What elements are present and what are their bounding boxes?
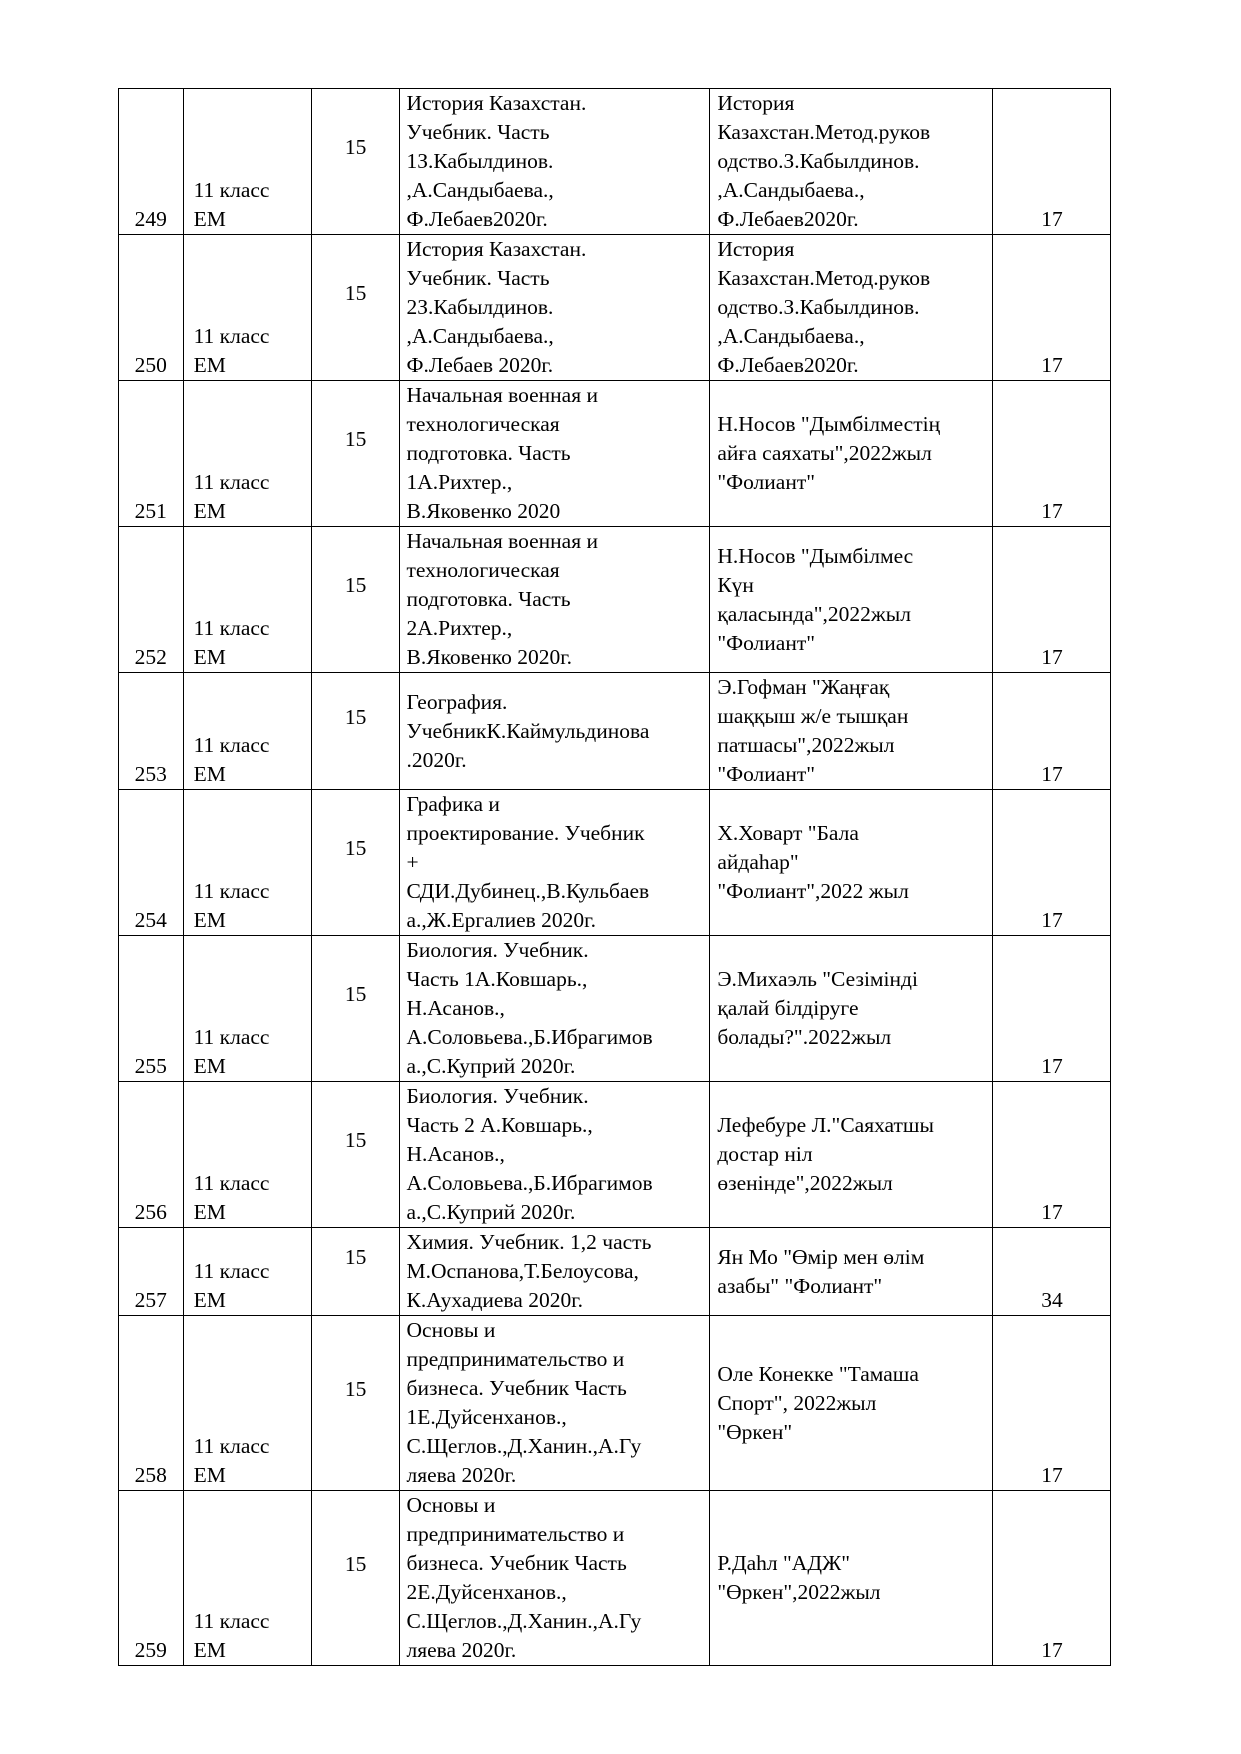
guide-line: Оле Конекке "Тамаша — [717, 1361, 919, 1386]
class-cell — [183, 673, 311, 790]
textbook-cell — [399, 1082, 710, 1228]
guide-line: Ф.Лебаев2020г. — [717, 207, 859, 231]
book-line: Начальная военная и — [406, 383, 598, 407]
quantity-value: 15 — [344, 1128, 367, 1152]
book-line: А.Соловьева.,Б.Ибрагимов — [406, 1171, 653, 1195]
guide-line: азабы" "Фолиант" — [717, 1273, 883, 1298]
book-line: С.Щеглов.,Д.Ханин.,А.Гу — [406, 1434, 642, 1458]
book-line: Основы и — [406, 1318, 496, 1342]
cls-line: ЕМ — [193, 908, 226, 932]
guide-line: Н.Носов "Дымбілмес — [717, 543, 914, 568]
book-line: С.Щеглов.,Д.Ханин.,А.Гу — [406, 1609, 642, 1633]
guide-line: "Фолиант" — [717, 470, 816, 494]
cls-line: ЕМ — [193, 762, 226, 786]
book-line: Биология. Учебник. — [406, 1084, 589, 1108]
book-line: ляева 2020г. — [406, 1638, 517, 1662]
textbook-cell — [399, 381, 710, 527]
book-line: Химия. Учебник. 1,2 часть — [406, 1230, 652, 1254]
table-row — [119, 381, 1111, 527]
book-line: проектирование. Учебник — [406, 821, 645, 845]
count-cell: 17 — [992, 936, 1110, 1082]
guide-line: өзенінде",2022жыл — [717, 1171, 893, 1195]
book-line: Ф.Лебаев 2020г. — [406, 353, 554, 377]
table-row — [119, 1082, 1111, 1228]
guide-book-cell — [710, 1491, 993, 1666]
guide-line: достар ніл — [717, 1142, 813, 1166]
textbook-cell — [399, 1316, 710, 1491]
cls-line: 11 класс — [193, 1025, 270, 1049]
cls-line: ЕМ — [193, 1288, 226, 1312]
quantity-value: 15 — [344, 704, 367, 729]
guide-book-cell — [710, 790, 993, 936]
book-line: технологическая — [406, 412, 560, 436]
count-cell: 17 — [992, 527, 1110, 673]
book-line: Н.Асанов., — [406, 1142, 505, 1166]
book-line: ляева 2020г. — [406, 1463, 517, 1487]
book-line: подготовка. Часть — [406, 441, 571, 465]
book-line: 2А.Рихтер., — [406, 616, 513, 640]
guide-line: Ян Мо "Өмір мен өлім — [717, 1244, 925, 1269]
cls-line: ЕМ — [193, 353, 226, 377]
guide-line: Лефебуре Л."Саяхатшы — [717, 1113, 934, 1137]
row-number: 259 — [119, 1491, 184, 1666]
quantity-cell — [311, 790, 399, 936]
table-row — [119, 790, 1111, 936]
guide-book-cell — [710, 527, 993, 673]
quantity-value: 15 — [344, 1376, 367, 1401]
quantity-value: 15 — [344, 982, 367, 1006]
book-line: В.Яковенко 2020 — [406, 499, 561, 523]
guide-book-cell — [710, 936, 993, 1082]
book-line: Графика и — [406, 792, 500, 816]
guide-line: Х.Ховарт "Бала — [717, 821, 859, 845]
quantity-cell — [311, 1082, 399, 1228]
quantity-cell — [311, 936, 399, 1082]
book-line: а.,С.Куприй 2020г. — [406, 1054, 576, 1078]
guide-line: шаққыш ж/е тышқан — [717, 704, 909, 728]
quantity-cell — [311, 673, 399, 790]
book-line: Учебник. Часть — [406, 266, 550, 290]
class-cell — [183, 790, 311, 936]
guide-line: Ф.Лебаев2020г. — [717, 353, 859, 377]
table-row — [119, 89, 1111, 235]
quantity-value: 15 — [344, 1551, 367, 1576]
count-cell: 17 — [992, 1491, 1110, 1666]
count-cell: 17 — [992, 381, 1110, 527]
book-line: 1Е.Дуйсенханов., — [406, 1405, 567, 1429]
book-line: предпринимательство и — [406, 1522, 625, 1546]
book-line: А.Соловьева.,Б.Ибрагимов — [406, 1025, 653, 1049]
guide-line: ,А.Сандыбаева., — [717, 178, 865, 202]
count-cell: 17 — [992, 235, 1110, 381]
class-cell — [183, 1491, 311, 1666]
book-line: ,А.Сандыбаева., — [406, 324, 554, 348]
table-row — [119, 1228, 1111, 1316]
table-row — [119, 936, 1111, 1082]
class-cell — [183, 381, 311, 527]
guide-line: История — [717, 237, 795, 261]
cls-line: 11 класс — [193, 733, 270, 757]
row-number: 254 — [119, 790, 184, 936]
book-line: технологическая — [406, 558, 560, 582]
book-line: Биология. Учебник. — [406, 938, 589, 962]
book-line: География. — [406, 689, 508, 714]
quantity-cell — [311, 1228, 399, 1316]
guide-line: "Өркен",2022жыл — [717, 1580, 881, 1604]
guide-line: "Фолиант" — [717, 630, 816, 655]
row-number: 249 — [119, 89, 184, 235]
row-number: 257 — [119, 1228, 184, 1316]
textbook-cell — [399, 936, 710, 1082]
class-cell — [183, 936, 311, 1082]
guide-line: одство.З.Кабылдинов. — [717, 149, 920, 173]
guide-line: "Фолиант" — [717, 762, 816, 786]
cls-line: 11 класс — [193, 616, 270, 640]
book-line: М.Оспанова,Т.Белоусова, — [406, 1259, 639, 1283]
guide-line: Казахстан.Метод.руков — [717, 266, 931, 290]
count-cell: 17 — [992, 1316, 1110, 1491]
textbook-table — [118, 88, 1111, 1666]
textbook-cell — [399, 527, 710, 673]
guide-book-cell — [710, 1316, 993, 1491]
guide-book-cell — [710, 381, 993, 527]
count-cell: 17 — [992, 673, 1110, 790]
book-line: История Казахстан. — [406, 91, 587, 115]
class-cell — [183, 1316, 311, 1491]
quantity-cell — [311, 527, 399, 673]
book-line: ,А.Сандыбаева., — [406, 178, 554, 202]
guide-line: История — [717, 91, 795, 115]
cls-line: ЕМ — [193, 1200, 226, 1224]
cls-line: 11 класс — [193, 178, 270, 202]
cls-line: 11 класс — [193, 470, 270, 494]
class-cell — [183, 1228, 311, 1316]
cls-line: 11 класс — [193, 1434, 270, 1458]
row-number: 252 — [119, 527, 184, 673]
row-number: 251 — [119, 381, 184, 527]
book-line: 2Е.Дуйсенханов., — [406, 1580, 567, 1604]
class-cell — [183, 89, 311, 235]
guide-line: болады?".2022жыл — [717, 1025, 892, 1049]
count-cell: 34 — [992, 1228, 1110, 1316]
guide-line: айға саяхаты",2022жыл — [717, 441, 932, 465]
book-line: .2020г. — [406, 747, 467, 772]
guide-line: "Өркен" — [717, 1419, 793, 1444]
book-line: Часть 2 А.Ковшарь., — [406, 1113, 593, 1137]
book-line: предпринимательство и — [406, 1347, 625, 1371]
table-body — [119, 89, 1111, 1666]
textbook-cell — [399, 235, 710, 381]
guide-line: қаласында",2022жыл — [717, 601, 911, 626]
book-line: Учебник. Часть — [406, 120, 550, 144]
quantity-value: 15 — [344, 573, 367, 597]
row-number: 250 — [119, 235, 184, 381]
guide-line: Күн — [717, 572, 754, 597]
book-line: 1З.Кабылдинов. — [406, 149, 554, 173]
book-line: бизнеса. Учебник Часть — [406, 1376, 627, 1400]
book-line: подготовка. Часть — [406, 587, 571, 611]
row-number: 253 — [119, 673, 184, 790]
guide-line: одство.З.Кабылдинов. — [717, 295, 920, 319]
cls-line: 11 класс — [193, 879, 270, 903]
quantity-cell — [311, 381, 399, 527]
guide-line: "Фолиант",2022 жыл — [717, 879, 909, 903]
guide-book-cell — [710, 1228, 993, 1316]
table-row — [119, 235, 1111, 381]
row-number: 258 — [119, 1316, 184, 1491]
guide-book-cell — [710, 673, 993, 790]
quantity-value: 15 — [344, 427, 367, 451]
cls-line: 11 класс — [193, 1609, 270, 1633]
cls-line: 11 класс — [193, 1259, 270, 1283]
guide-book-cell — [710, 235, 993, 381]
cls-line: 11 класс — [193, 324, 270, 348]
row-number: 255 — [119, 936, 184, 1082]
count-cell: 17 — [992, 89, 1110, 235]
table-row — [119, 1316, 1111, 1491]
guide-line: Спорт", 2022жыл — [717, 1390, 877, 1415]
textbook-cell — [399, 1228, 710, 1316]
guide-line: патшасы",2022жыл — [717, 733, 895, 757]
book-line: Часть 1А.Ковшарь., — [406, 967, 588, 991]
cls-line: 11 класс — [193, 1171, 270, 1195]
textbook-cell — [399, 790, 710, 936]
book-line: бизнеса. Учебник Часть — [406, 1551, 627, 1575]
guide-line: айдаһар" — [717, 850, 799, 874]
quantity-cell — [311, 235, 399, 381]
guide-line: Казахстан.Метод.руков — [717, 120, 931, 144]
guide-book-cell — [710, 1082, 993, 1228]
class-cell — [183, 1082, 311, 1228]
row-number: 256 — [119, 1082, 184, 1228]
book-line: СДИ.Дубинец.,В.Кульбаев — [406, 879, 650, 903]
book-line: Начальная военная и — [406, 529, 598, 553]
guide-line: Э.Михаэль "Сезімінді — [717, 967, 918, 991]
guide-line: Э.Гофман "Жаңғақ — [717, 675, 890, 699]
class-cell — [183, 235, 311, 381]
cls-line: ЕМ — [193, 1463, 226, 1487]
cls-line: ЕМ — [193, 645, 226, 669]
count-cell: 17 — [992, 1082, 1110, 1228]
quantity-cell — [311, 1491, 399, 1666]
table-row — [119, 673, 1111, 790]
class-cell — [183, 527, 311, 673]
textbook-cell — [399, 89, 710, 235]
quantity-value: 15 — [344, 836, 367, 860]
cls-line: ЕМ — [193, 207, 226, 231]
guide-line: ,А.Сандыбаева., — [717, 324, 865, 348]
table-row — [119, 1491, 1111, 1666]
guide-line: қалай білдіруге — [717, 996, 859, 1020]
table-row — [119, 527, 1111, 673]
book-line: а.,Ж.Ергалиев 2020г. — [406, 908, 596, 932]
book-line: В.Яковенко 2020г. — [406, 645, 572, 669]
book-line: Н.Асанов., — [406, 996, 505, 1020]
quantity-cell — [311, 1316, 399, 1491]
quantity-cell — [311, 89, 399, 235]
book-line: 2З.Кабылдинов. — [406, 295, 554, 319]
quantity-value: 15 — [344, 281, 367, 305]
book-line: История Казахстан. — [406, 237, 587, 261]
book-line: + — [406, 850, 419, 874]
textbook-cell — [399, 673, 710, 790]
book-line: а.,С.Куприй 2020г. — [406, 1200, 576, 1224]
cls-line: ЕМ — [193, 499, 226, 523]
book-line: К.Аухадиева 2020г. — [406, 1288, 583, 1312]
textbook-cell — [399, 1491, 710, 1666]
book-line: Основы и — [406, 1493, 496, 1517]
cls-line: ЕМ — [193, 1054, 226, 1078]
cls-line: ЕМ — [193, 1638, 226, 1662]
book-line: Ф.Лебаев2020г. — [406, 207, 548, 231]
book-line: УчебникК.Каймульдинова — [406, 718, 650, 743]
guide-line: Р.Даһл "АДЖ" — [717, 1551, 851, 1575]
quantity-value: 15 — [344, 1245, 367, 1269]
guide-line: Н.Носов "Дымбілместің — [717, 412, 941, 436]
quantity-value: 15 — [344, 135, 367, 159]
guide-book-cell — [710, 89, 993, 235]
count-cell: 17 — [992, 790, 1110, 936]
book-line: 1А.Рихтер., — [406, 470, 513, 494]
